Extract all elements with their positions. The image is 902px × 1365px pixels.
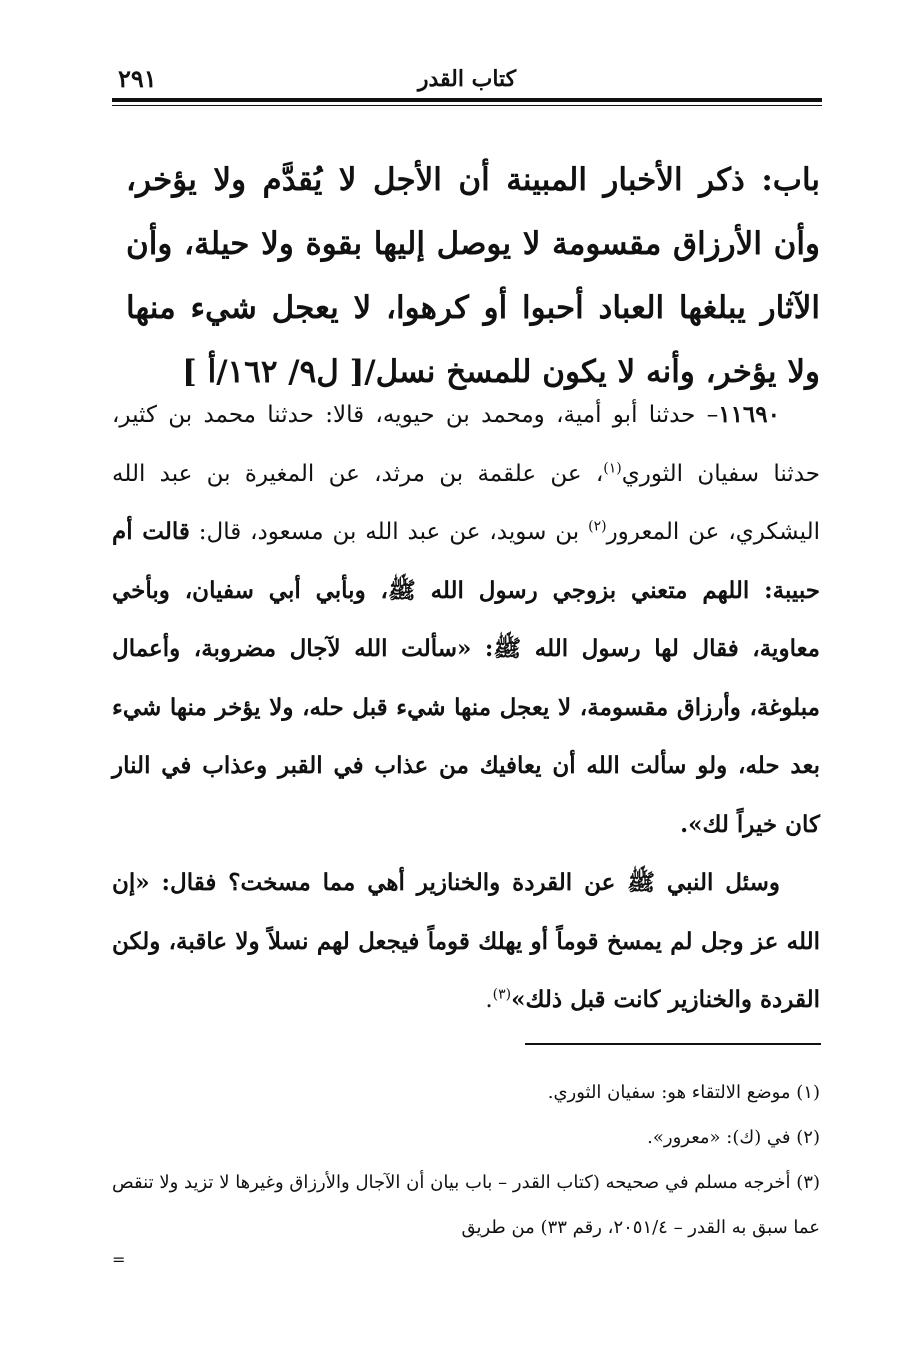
manuscript-reference: [ ل٩/ ١٦٢/أ ] [182, 354, 365, 390]
end-mark: . [485, 987, 493, 1013]
isnad-part-2: ، عن علقمة بن مرثد، عن المغيرة بن عبد الله اليشكري، عن المعرور [112, 460, 820, 545]
isnad-part-1: – حدثنا أبو أمية، ومحمد بن حيويه، قالا: حدثنا محمد بن كثير، حدثنا سفيان الثوري [112, 402, 820, 487]
footnote-1: (١) موضع الالتقاء هو: سفيان الثوري. [547, 1082, 820, 1103]
hadith-paragraph [112, 386, 820, 854]
header-rule-thin [112, 105, 822, 106]
footnote-2: (٢) في (ك): «معرور». [647, 1127, 820, 1148]
chapter-heading [126, 148, 820, 404]
continuation-mark: = [112, 1250, 126, 1269]
header-rule-thick [112, 98, 822, 102]
running-title: كتاب القدر [417, 66, 517, 92]
footnote-ref-3: (٣) [492, 986, 512, 1003]
footnotes [112, 1070, 820, 1250]
footnote-ref-1: (١) [603, 459, 622, 476]
isnad-part-3: بن سويد، عن عبد الله بن مسعود، قال: [189, 519, 589, 545]
hadith-paragraph-2 [112, 854, 820, 1030]
hadith-number: ١١٦٩٠ [718, 401, 780, 428]
page-number: ٢٩١ [118, 64, 157, 93]
chapter-title: ذكر الأخبار المبينة أن الأجل لا يُقدَّم ولا يؤخر، وأن الأرزاق مقسومة لا يوصل إليها بقوة ولا حيلة، وأن الآثار يبلغها العباد أحبوا أو كرهوا، لا يعجل شيء منها ولا يؤخر، وأنه لا يكون للمسخ نسل/ [126, 162, 820, 390]
chapter-label: باب: [761, 162, 821, 198]
hadith-matn-2: وسئل النبي ﷺ عن القردة والخنازير أهي مما مسخت؟ فقال: «إن الله عز وجل لم يمسخ قوماً أو يهلك قوماً فيجعل لهم نسلاً ولا عاقبة، ولكن القردة والخنازير كانت قبل ذلك» [112, 869, 820, 1013]
hadith-text [112, 386, 820, 1030]
page-header [112, 62, 822, 98]
footnote-separator [525, 1043, 821, 1045]
hadith-matn: قالت أم حبيبة: اللهم متعني بزوجي رسول الله ﷺ، وبأبي أبي سفيان، وبأخي معاوية، فقال لها رسول الله ﷺ: «سألت الله لآجال مضروبة، وأعمال مبلوغة، وأرزاق مقسومة، لا يعجل منها شيء قبل حله، ولا يؤخر منها شيء بعد حله، ولو سألت الله أن يعافيك من عذاب في القبر وعذاب في النار كان خيراً لك». [112, 518, 820, 838]
footnote-ref-2: (٢) [588, 518, 607, 535]
footnote-3: (٣) أخرجه مسلم في صحيحه (كتاب القدر – باب بيان أن الآجال والأرزاق وغيرها لا تزيد ولا تنقص عما سبق به القدر – ٢٠٥١/٤، رقم ٣٣) من طريق [112, 1172, 820, 1238]
